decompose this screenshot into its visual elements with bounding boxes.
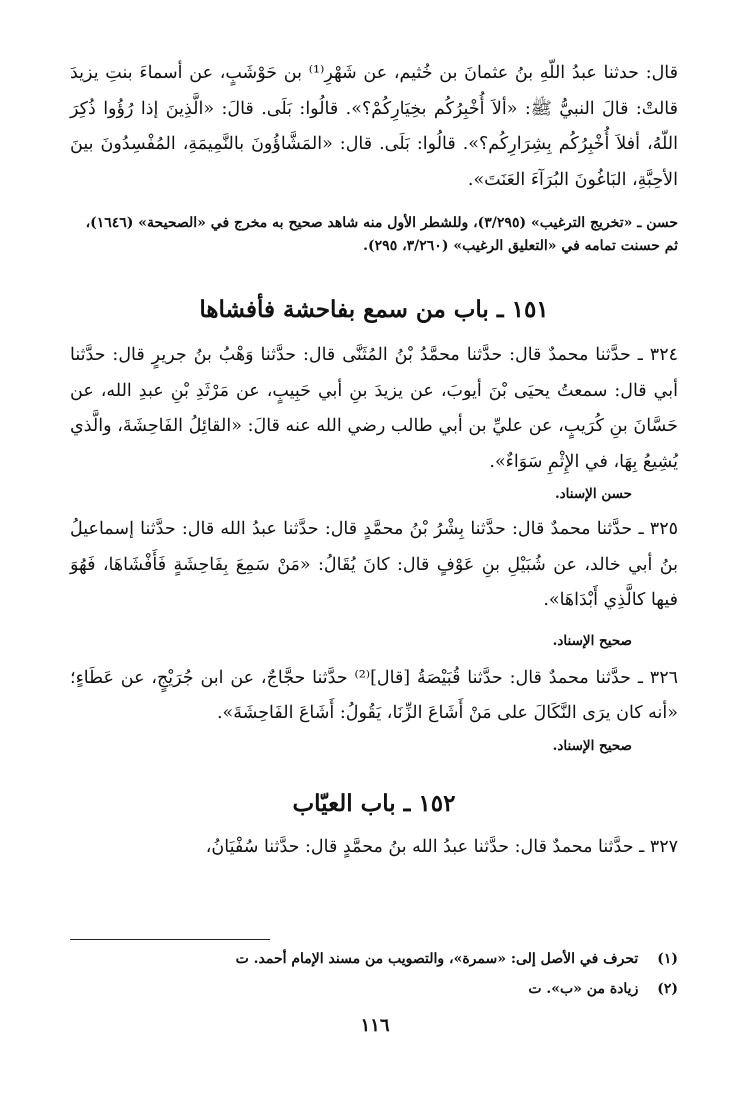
hadith-327-text: ٣٢٧ ـ حدَّثنا محمدٌ قال: حدَّثنا عبدُ الله بنُ محمَّدٍ قال: حدَّثنا سُفْيَانُ، (205, 836, 678, 857)
footnote-1-number: (١) (657, 951, 678, 967)
chapter-152-heading: ١٥٢ ـ باب العيّاب (292, 789, 456, 817)
footnote-2 (70, 974, 678, 1004)
footnote-2-text: زيادة من «ب». ت (528, 981, 639, 997)
page-body (70, 56, 678, 865)
footnotes (70, 944, 678, 1004)
chapter-151-heading: ١٥١ ـ باب من سمع بفاحشة فأفشاها (199, 296, 549, 323)
footnote-2-number: (٢) (657, 981, 678, 997)
hadith-325-grade: صحيح الإسناد. (552, 632, 632, 649)
hadith-324 (70, 338, 678, 508)
hadith-325 (70, 512, 678, 655)
hadith-327 (70, 830, 678, 866)
intro-paragraph: قال: حدثنا عبدُ اللّهِ بنُ عثمانَ بن خُثيم، عن شَهْرِ⁽¹⁾ بن حَوْشَبٍ، عن أسماءَ بنتِ يزيدَ قالتْ: قالَ النبيُّ ﷺ: «ألاَ أُخْبِرُكُم بخِيَارِكُمْ؟». قالُوا: بَلَى. قالَ: «الَّذِينَ إذا رُؤُوا ذُكِرَ اللّهُ، أفلاَ أُخْبِرُكُم بِشِرَارِكُم؟». قالُوا: بَلَى. قال: «المَشَّاؤُونَ بالنَّمِيمَةِ، المُفْسِدُونَ بينَ الأحِبَّةِ، البَاغُونَ البُرَآءَ العَنَتَ». (70, 63, 679, 190)
intro-grading-note: حسن ـ «تخريج الترغيب» (٣/٢٩٥)، وللشطر الأول منه شاهد صحيح به مخرج في «الصحيحة» (١٦٤٦)، ثم حسنت تمامه في «التعليق الرغيب» (٣/٢٦٠، ٢٩٥). (85, 215, 678, 254)
footnote-separator (70, 939, 270, 940)
hadith-326 (70, 661, 678, 760)
hadith-325-text: ٣٢٥ ـ حدَّثنا محمدٌ قال: حدَّثنا بِشْرُ بْنُ محمَّدٍ قال: حدَّثنا عبدُ الله قال: حدَّثنا إسماعيلُ بنُ أبي خالد، عن شُبَيْلِ بنِ عَوْفٍ قال: كانَ يُقَالُ: «مَنْ سَمِعَ بِفَاحِشَةٍ فَأَفْشَاهَا، فَهُوَ فيها كالَّذِي أَبْدَاهَا». (70, 519, 678, 610)
hadith-324-text: ٣٢٤ ـ حدَّثنا محمدٌ قال: حدَّثنا محمَّدُ بْنُ المُثَنَّى قال: حدَّثنا وَهْبُ بنُ جريرٍ قال: حدَّثنا أبي قال: سمعتُ يحيَى بْنَ أيوبَ، عن يزيدَ بنِ أبي حَبِيبٍ، عن مَرْثَدِ بْنِ عبدِ الله، عن حَسَّانَ بنِ كُرَيبٍ، عن عليِّ بن أبي طالب رضي الله عنه قالَ: «القائِلُ الفَاحِشَةَ، والَّذي يُشِيعُ بِهَا، في الإِثْمِ سَوَاءٌ». (70, 345, 678, 472)
hadith-324-grade: حسن الإسناد. (554, 486, 632, 502)
footnote-1-text: تحرف في الأصل إلى: «سمرة»، والتصويب من مسند الإمام أحمد. ت (235, 951, 639, 967)
page-number: ١١٦ (360, 1015, 390, 1036)
hadith-326-grade: صحيح الإسناد. (552, 737, 632, 754)
footnote-1 (70, 944, 678, 974)
hadith-326-text: ٣٢٦ ـ حدَّثنا محمدٌ قال: حدَّثنا قُبَيْصَةُ [قال]⁽²⁾ حدَّثنا حجَّاجٌ، عن ابن جُرَيْجٍ، عن عَطَاءٍ؛ «أنه كان يرَى النَّكَالَ على مَنْ أَشَاعَ الزِّنَا، يَقُولُ: أَشَاعَ الفَاحِشَةَ». (70, 667, 678, 723)
